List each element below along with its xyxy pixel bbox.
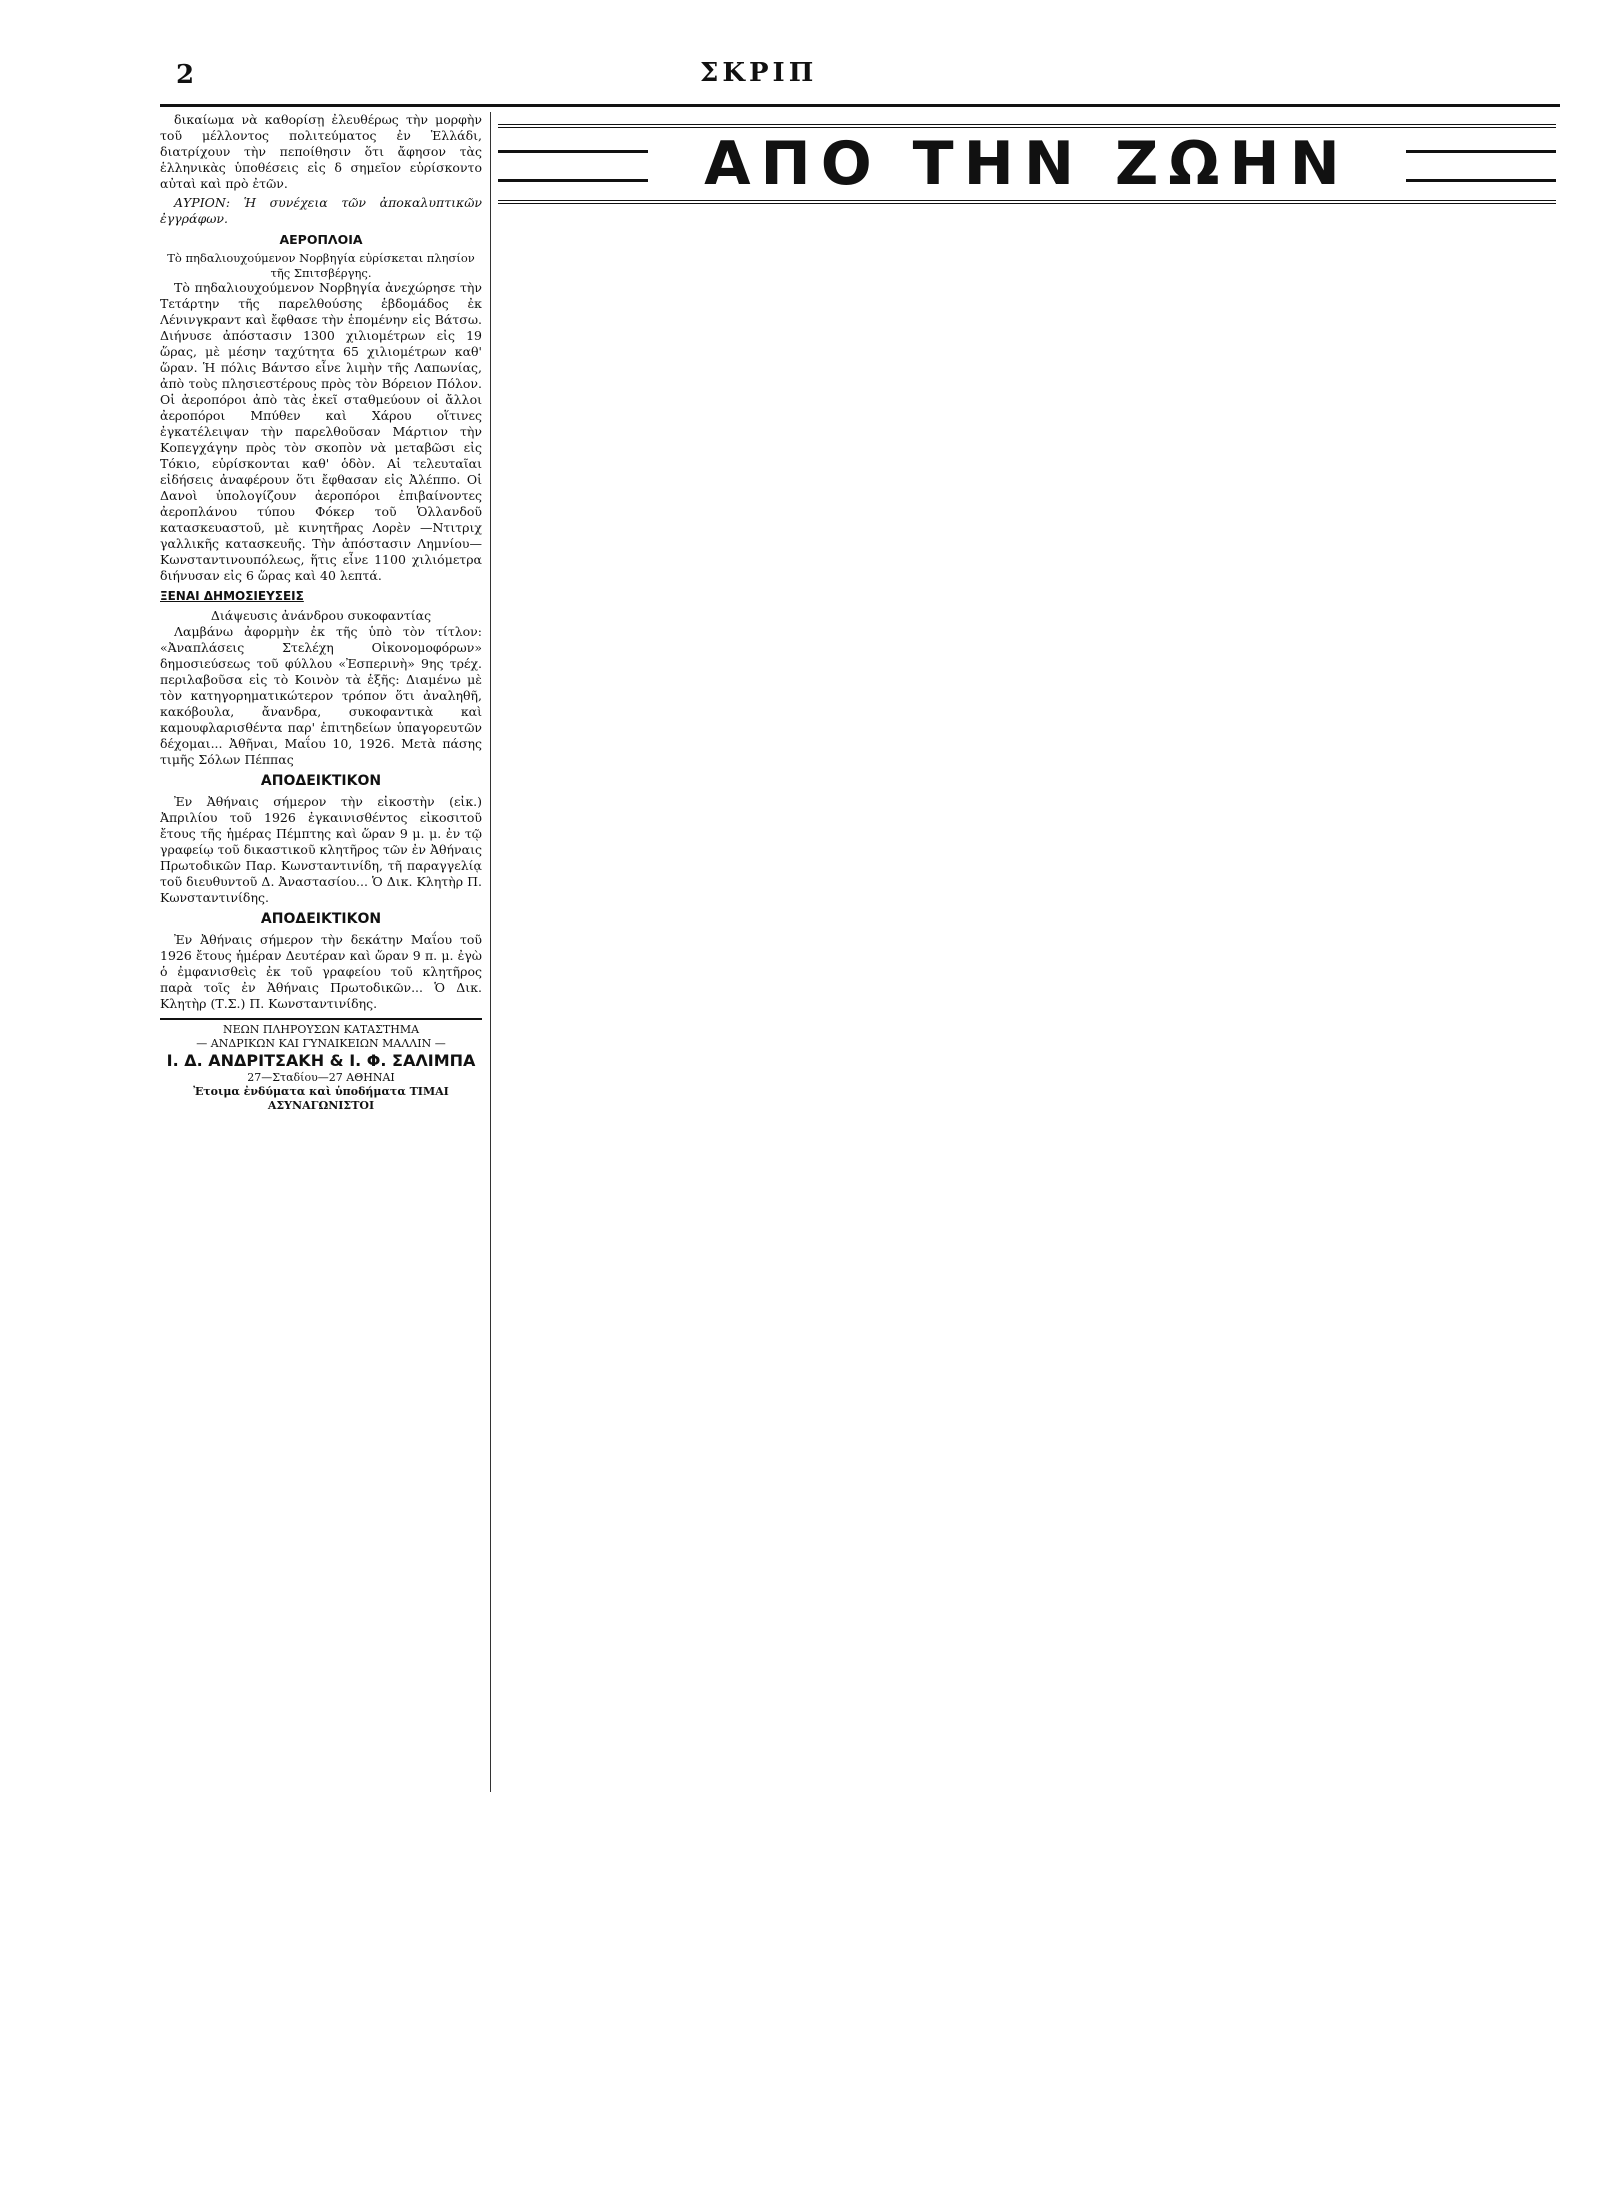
page-header — [0, 0, 1600, 104]
column-2-placeholder — [362, 204, 612, 1794]
apodeiktikon-2-text: Ἐν Ἀθήναις σήμερον τὴν δεκάτην Μαΐου τοῦ 1926 ἔτους ἡμέραν Δευτέραν καὶ ὥραν 9 π. μ. ἐγὼ ὁ ἐμφανισθεὶς ἐκ τοῦ γραφείου τοῦ κλητῆρος παρὰ τοῖς ἐν Ἀθήναις Πρωτοδικῶν... Ὁ Δικ. Κλητὴρ (Τ.Σ.) Π. Κωνσταντινίδης. — [160, 931, 482, 1011]
apodeiktikon-1-text: Ἐν Ἀθήναις σήμερον τὴν εἰκοστὴν (εἰκ.) Ἀπριλίου τοῦ 1926 ἐγκαινισθέντος εἰκοσιτοῦ ἔτους τῆς ἡμέρας Πέμπτης καὶ ὥραν 9 μ. μ. ἐν τῷ γραφείῳ τοῦ δικαστικοῦ κλητῆρος τῶν ἐν Ἀθήναις Πρωτοδικῶν Παρ. Κωνσταντινίδη, τῆ παραγγελίᾳ τοῦ διευθυντοῦ Δ. Ἀναστασίου... Ὁ Δικ. Κλητὴρ Π. Κωνσταντινίδης. — [160, 793, 482, 905]
apodeiktikon-1-heading: ΑΠΟΔΕΙΚΤΙΚΟΝ — [260, 772, 382, 789]
xenai-text: Λαμβάνω ἀφορμὴν ἐκ τῆς ὑπὸ τὸν τίτλον: «Ἀναπλάσεις Στελέχη Οἰκονομοφόρων» δημοσιεύσεως τοῦ φύλλου «Ἐσπερινὴ» 9ης τρέχ. περιλαβοῦσα εἰς τὸ Κοινὸν τὰ ἑξῆς: Διαμένω μὲ τὸν κατηγορηματικώτερον τρόπον ὅτι ἀναληθῆ, κακόβουλα, ἄνανδρα, συκοφαντικὰ καὶ καμουφλαρισθέντα παρ' ἐπιτηδείων ὑπαγορευτῶν δέχομαι... Ἀθῆναι, Μαΐου 10, 1926. Μετὰ πάσης τιμῆς Σόλων Πέππας — [160, 623, 482, 767]
shop-ad-line-4: 27—Σταδίου—27 ΑΘΗΝΑΙ — [247, 1071, 395, 1085]
apodeiktikon-2-heading: ΑΠΟΔΕΙΚΤΙΚΟΝ — [260, 910, 382, 927]
header-rule — [160, 104, 1560, 107]
aero-subheading: Τὸ πηδαλιουχούμενον Νορβηγία εὐρίσκεται πλησίον τῆς Σπιτσβέργης. — [167, 251, 475, 280]
shop-ad-line-2: — ΑΝΔΡΙΚΩΝ ΚΑΙ ΓΥΝΑΙΚΕΙΩΝ ΜΑΛΛΙΝ — — [196, 1036, 446, 1050]
masthead: ΣΚΡΙΠ — [700, 58, 818, 88]
aero-heading: ΑΕΡΟΠΛΟΙΑ — [279, 232, 363, 247]
banner-title: ΑΠΟ ΤΗΝ ΖΩΗΝ — [704, 129, 1350, 199]
tomorrow-note: ΑΥΡΙΟΝ: Ἡ συνέχεια τῶν ἀποκαλυπτικῶν ἐγγράφων. — [160, 195, 482, 226]
xenai-heading: ΞΕΝΑΙ ΔΗΜΟΣΙΕΥΣΕΙΣ — [160, 589, 304, 604]
shop-ad-line-3: Ι. Δ. ΑΝΔΡΙΤΣΑΚΗ & Ι. Φ. ΣΑΛΙΜΠΑ — [166, 1050, 476, 1070]
lead-text: δικαίωμα νὰ καθορίσῃ ἐλευθέρως τὴν μορφὴν τοῦ μέλλοντος πολιτεύματος ἐν Ἑλλάδι, διατρίχουν τὴν πεποίθησιν ὅτι ἄφησον τὰς ἑλληνικὰς ὑποθέσεις εἰς δ σημεῖον εὑρίσκοντο αὐταὶ καὶ πρὸ ἐτῶν. — [160, 112, 482, 191]
page-number: 2 — [176, 60, 195, 90]
section-banner — [498, 124, 1556, 204]
aero-text: Τὸ πηδαλιουχούμενον Νορβηγία ἀνεχώρησε τὴν Τετάρτην τῆς παρελθούσης ἑβδομάδος ἐκ Λένινγκραντ καὶ ἔφθασε τὴν ἑπομένην εἰς Βάτσω. Διήνυσε ἀπόστασιν 1300 χιλιομέτρων εἰς 19 ὥρας, μὲ μέσην ταχύτητα 65 χιλιομέτρων καθ' ὥραν. Ἡ πόλις Βάντσο εἶνε λιμὴν τῆς Λαπωνίας, ἀπὸ τοὺς πλησιεστέρους πρὸς τὸν Βόρειον Πόλον. Οἱ ἀεροπόροι ἀπὸ τὰς ἐκεῖ σταθμεύουν οἱ ἄλλοι ἀεροπόροι Μπύθεν καὶ Χάρου οἵτινες ἐγκατέλειψαν τὴν παρελθοῦσαν Μάρτιον τὴν Κοπεγχάγην πρὸς τὸν σκοπὸν νὰ μεταβῶσι εἰς Τόκιο, εὑρίσκονται καθ' ὁδὸν. Αἱ τελευταῖαι εἰδήσεις ἀναφέρουν ὅτι ἔφθασαν εἰς Ἀλέππο. Οἱ Δανοὶ ὑπολογίζουν ἀεροπόροι ἐπιβαίνοντες ἀεροπλάνου τύπου Φόκερ τοῦ Ὁλλανδοῦ κατασκευαστοῦ, μὲ κινητῆρας Λορὲν —Ντιτριχ γαλλικῆς κατασκευῆς. Τὴν ἀπόστασιν Λημνίου—Κωνσταντινουπόλεως, ἥτις εἶνε 1100 χιλιόμετρα διήνυσαν εἰς 6 ὥρας καὶ 40 λεπτά. — [160, 280, 482, 584]
shop-ad-line-1: ΝΕΩΝ ΠΛΗΡΟΥΣΩΝ ΚΑΤΑΣΤΗΜΑ — [222, 1022, 420, 1036]
xenai-subheading: Διάψευσις ἀνάνδρου συκοφαντίας — [210, 607, 432, 623]
shop-ad-line-5: Ἐτοιμα ἐνδύματα καὶ ὑποδήματα ΤΙΜΑΙ ΑΣΥΝΑΓΩΝΙΣΤΟΙ — [193, 1085, 449, 1113]
